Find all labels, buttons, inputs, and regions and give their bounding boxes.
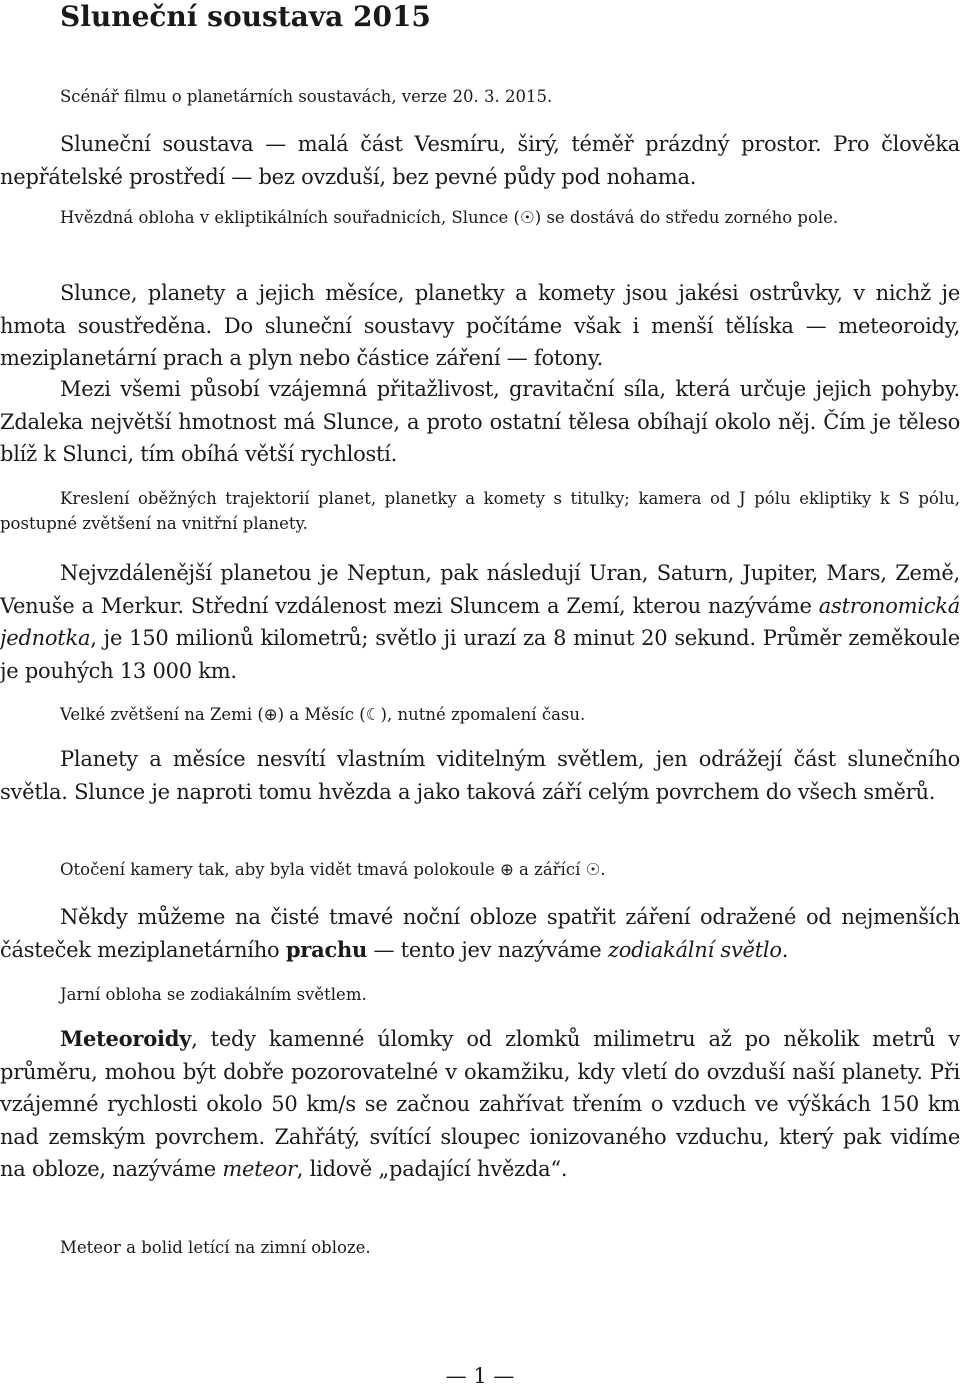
paragraph-intro: Sluneční soustava — malá část Vesmíru, širý, téměř prázdný prostor. Pro člověka nepřátelské prostředí — bez ovzduší, bez pevné půdy pod nohama. xyxy=(0,132,960,189)
note-text-after: ), nutné zpomalení času. xyxy=(380,705,586,724)
paragraph-text-after: . xyxy=(781,937,789,962)
page-number: — 1 — xyxy=(445,1364,515,1388)
note-orbits: Kreslení oběžných trajektorií planet, planetky a komety s titulky; kamera od J pólu ekliptiky k S pólu, postupné zvětšení na vnitřní planety. xyxy=(0,489,960,533)
term-meteor: meteor xyxy=(222,1157,297,1181)
note-text-before: Otočení kamery tak, aby byla vidět tmavá polokoule xyxy=(60,860,500,879)
paragraph-bodies: Slunce, planety a jejich měsíce, planetky a komety jsou jakési ostrůvky, v nichž je hmota soustředěna. Do sluneční soustavy počítáme však i menší tělíska — meteoroidy, meziplanetární prach a plyn nebo částice záření — fotony. xyxy=(0,281,960,370)
note-winter-sky: Meteor a bolid letící na zimní obloze. xyxy=(60,1238,371,1257)
earth-symbol-icon: ⊕ xyxy=(263,705,278,724)
sun-symbol-icon: ☉ xyxy=(585,860,601,879)
paragraph-zodiacal-light xyxy=(0,901,960,966)
paragraph-text-after: , je 150 milionů kilometrů; světlo ji urazí za 8 minut 20 sekund. Průměr zeměkoule je pouhých 13 000 km. xyxy=(0,626,960,683)
bold-term-meteoroids: Meteoroidy xyxy=(60,1026,192,1051)
paragraph-text-middle: — tento jev nazýváme xyxy=(367,937,608,962)
bold-term-dust: prachu xyxy=(285,936,368,962)
paragraph-text-after: , lidově „padající hvězda“. xyxy=(296,1157,568,1181)
note-text-after: ) se dostává do středu zorného pole. xyxy=(534,208,839,227)
term-astronomical-unit: astronomická jednotka xyxy=(0,593,960,650)
paragraph-gravity: Mezi všemi působí vzájemná přitažlivost, gravitační síla, která určuje jejich pohyby. Zdaleka největší hmotnost má Slunce, a proto ostatní tělesa obíhají okolo něj. Čím je těleso blíž k Slunci, tím obíhá větší rychlostí. xyxy=(0,377,960,466)
subtitle-note: Scénář filmu o planetárních soustavách, verze 20. 3. 2015. xyxy=(60,87,553,106)
note-spring-sky: Jarní obloha se zodiakálním světlem. xyxy=(60,985,367,1004)
paragraph-text-before: Nejvzdálenější planetou je Neptun, pak následují Uran, Saturn, Jupiter, Mars, Země, Venuše a Merkur. Střední vzdálenost mezi Sluncem a Zemí, kterou nazýváme xyxy=(0,561,960,618)
earth-symbol-icon: ⊕ xyxy=(499,860,514,879)
note-text-middle: a zářící xyxy=(513,860,586,879)
note-text-middle: ) a Měsíc ( xyxy=(277,705,366,724)
sun-symbol-icon: ☉ xyxy=(519,208,535,227)
note-sky-view xyxy=(0,205,960,230)
paragraph-text-before: Někdy můžeme na čisté tmavé noční obloze spatřit záření odražené od nejmenších částeček meziplanetárního xyxy=(0,905,960,962)
note-earth-moon xyxy=(0,702,960,727)
note-text-before: Velké zvětšení na Zemi ( xyxy=(60,705,264,724)
note-text-after: . xyxy=(600,860,606,879)
paragraph-meteoroids xyxy=(0,1023,960,1186)
paragraph-text-before: , tedy kamenné úlomky od zlomků milimetru až po několik metrů v průměru, mohou být dobře pozorovatelné v okamžiku, kdy vletí do ovzduší naší planety. Při vzájemné rychlosti okolo 50 km/s se začnou zahřívat třením o vzduch ve výškách 150 km nad zemským povrchem. Zahřátý, svítící sloupec ionizovaného vzduchu, který pak vidíme na obloze, nazýváme xyxy=(0,1027,960,1181)
moon-symbol-icon: ☾ xyxy=(365,705,381,724)
note-camera-turn xyxy=(0,857,960,882)
note-text-before: Hvězdná obloha v ekliptikálních souřadnicích, Slunce ( xyxy=(60,208,520,227)
paragraph-light: Planety a měsíce nesvítí vlastním viditelným světlem, jen odrážejí část slunečního světla. Slunce je naproti tomu hvězda a jako taková září celým povrchem do všech směrů. xyxy=(0,747,960,804)
term-zodiacal-light: zodiakální světlo xyxy=(607,937,782,962)
page-title: Sluneční soustava 2015 xyxy=(60,0,431,33)
paragraph-planets xyxy=(0,557,960,687)
